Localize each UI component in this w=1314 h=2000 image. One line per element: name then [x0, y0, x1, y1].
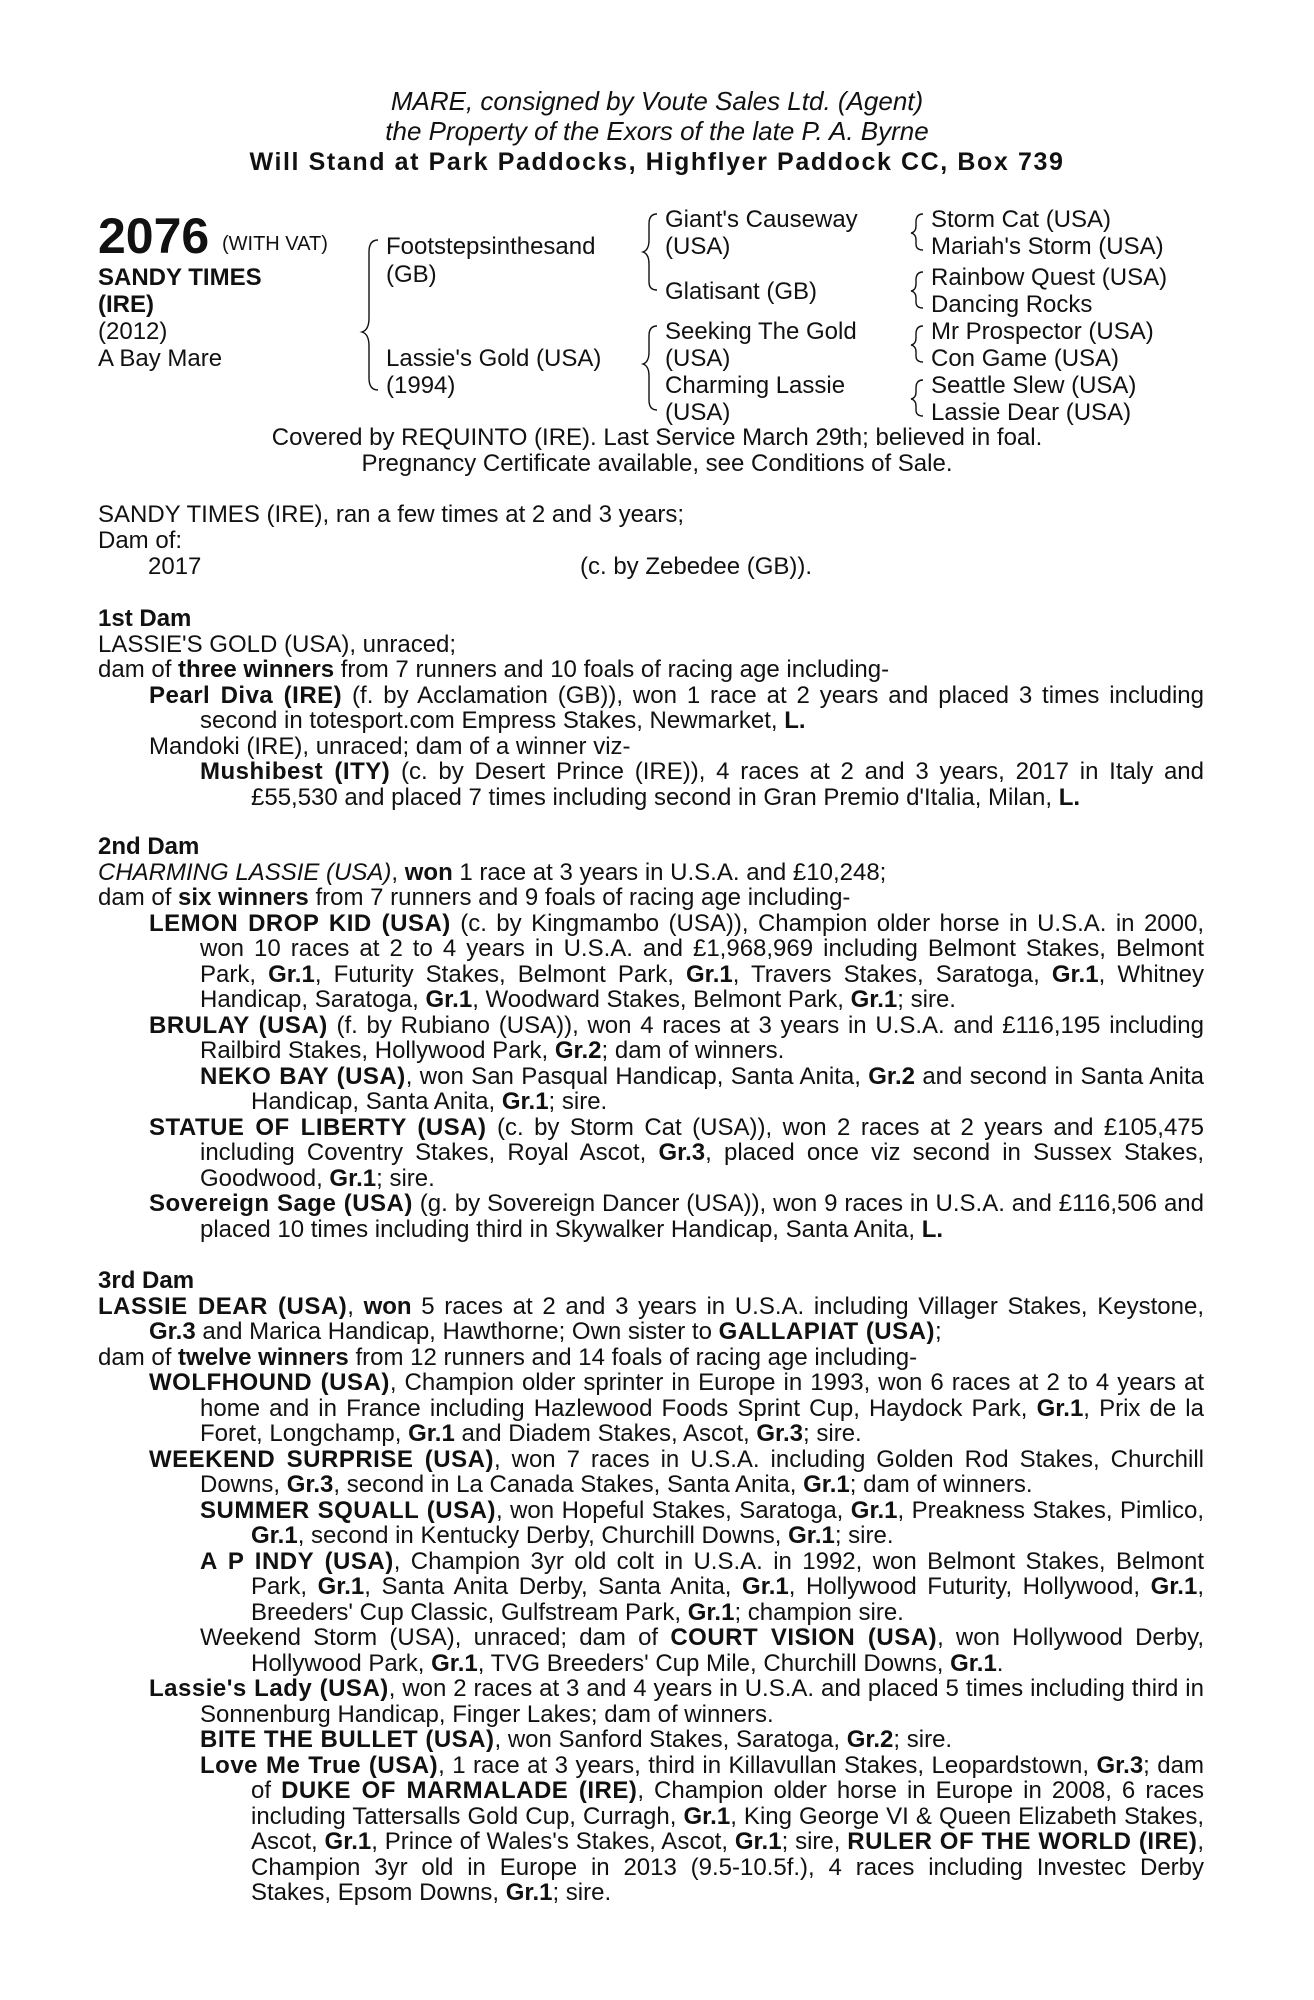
- bracket-dam-line: [643, 326, 657, 410]
- dam-year: (1994): [386, 372, 456, 399]
- sire-sire: Giant's Causeway: [665, 206, 858, 233]
- ancestor-8: Lassie Dear (USA): [931, 399, 1132, 426]
- third-dam-produce-line: dam of twelve winners from 12 runners and 14 foals of racing age including-: [98, 1343, 918, 1371]
- ancestor-5: Mr Prospector (USA): [931, 318, 1154, 345]
- second-dam-produce-line: dam of six winners from 7 runners and 9 foals of racing age including-: [98, 884, 851, 911]
- entry-weekend-storm: Weekend Storm (USA), unraced; dam of COURT VISION (USA), won Hollywood Derby, Hollywood Park, Gr.1, TVG Breeders' Cup Mile, Churchill Downs, Gr.1.: [200, 1624, 1205, 1677]
- ancestor-7: Seattle Slew (USA): [931, 372, 1137, 399]
- dam-sire: Seeking The Gold: [665, 318, 857, 345]
- bracket-g3-2: [911, 272, 923, 308]
- ancestor-3: Rainbow Quest (USA): [931, 264, 1168, 291]
- entry-neko-bay: NEKO BAY (USA), won San Pasqual Handicap, Santa Anita, Gr.2 and second in Santa Anita Handicap, Santa Anita, Gr.1; sire.: [200, 1062, 1204, 1115]
- entry-brulay: BRULAY (USA) (f. by Rubiano (USA)), won 4 races at 3 years in U.S.A. and £116,195 including Railbird Stakes, Hollywood Park, Gr.2; dam of winners.: [149, 1011, 1204, 1064]
- lot-number: 2076: [98, 208, 210, 264]
- ancestor-4: Dancing Rocks: [931, 291, 1093, 318]
- first-dam-line: LASSIE'S GOLD (USA), unraced;: [98, 630, 457, 658]
- third-dam-line: LASSIE DEAR (USA), won 5 races at 2 and 3 years in U.S.A. including Villager Stakes, Keystone, Gr.3 and Marica Handicap, Hawthorne; Own sister to GALLAPIAT (USA);: [98, 1292, 1204, 1345]
- bracket-g3-3: [911, 326, 923, 362]
- third-dam-section: [98, 1268, 1204, 1906]
- produce-intro: SANDY TIMES (IRE), ran a few times at 2 and 3 years;: [98, 501, 684, 528]
- entry-wolfhound: WOLFHOUND (USA), Champion older sprinter in Europe in 1993, won 6 races at 2 to 4 years at home and in France including Hazlewood Foods Sprint Cup, Haydock Park, Gr.1, Prix de la Foret, Longchamp, Gr.1 and Diadem Stakes, Ascot, Gr.3; sire.: [149, 1369, 1204, 1447]
- entry-sovereign-sage: Sovereign Sage (USA) (g. by Sovereign Dancer (USA)), won 9 races in U.S.A. and £116,506 and placed 10 times including third in Skywalker Handicap, Santa Anita, L.: [149, 1190, 1205, 1243]
- entry-mushibest: Mushibest (ITY) (c. by Desert Prince (IRE)), 4 races at 2 and 3 years, 2017 in Italy and £55,530 and placed 7 times including second in Gran Premio d'Italia, Milan, L.: [200, 758, 1204, 811]
- entry-pearl-diva: Pearl Diva (IRE) (f. by Acclamation (GB)), won 1 race at 2 years and placed 3 times including second in totesport.com Empress Stakes, Newmarket, L.: [149, 681, 1205, 734]
- stand-location-line: Will Stand at Park Paddocks, Highflyer Paddock CC, Box 739: [249, 148, 1065, 176]
- bracket-g3-4: [911, 380, 923, 416]
- bracket-sire-line: [643, 214, 657, 290]
- horse-description: A Bay Mare: [98, 345, 223, 372]
- sire-sire-origin: (USA): [665, 233, 731, 260]
- pregnancy-note: Pregnancy Certificate available, see Conditions of Sale.: [361, 450, 953, 477]
- first-dam-produce-line: dam of three winners from 7 runners and 10 foals of racing age including-: [98, 656, 890, 683]
- dam-name: Lassie's Gold (USA): [386, 345, 602, 372]
- entry-mandoki: Mandoki (IRE), unraced; dam of a winner viz-: [149, 732, 631, 760]
- first-dam-heading: 1st Dam: [98, 605, 192, 632]
- entry-lemon-drop-kid: LEMON DROP KID (USA) (c. by Kingmambo (USA)), Champion older horse in U.S.A. in 2000, won 10 races at 2 to 4 years in U.S.A. and £1,968,969 including Belmont Stakes, Belmont Park, Gr.1, Futurity Stakes, Belmont Park, Gr.1, Travers Stakes, Saratoga, Gr.1, Whitney Handicap, Saratoga, Gr.1, Woodward Stakes, Belmont Park, Gr.1; sire.: [149, 909, 1205, 1013]
- entry-statue-of-liberty: STATUE OF LIBERTY (USA) (c. by Storm Cat (USA)), won 2 races at 2 years and £105,475 including Coventry Stakes, Royal Ascot, Gr.3, placed once viz second in Sussex Stakes, Goodwood, Gr.1; sire.: [149, 1113, 1205, 1192]
- horse-name-line2: (IRE): [98, 291, 154, 318]
- consignor-line: MARE, consigned by Voute Sales Ltd. (Agent): [390, 86, 924, 116]
- sire-origin: (GB): [386, 261, 437, 288]
- dam-sire-origin: (USA): [665, 345, 731, 372]
- ancestor-2: Mariah's Storm (USA): [931, 233, 1164, 260]
- entry-a-p-indy: A P INDY (USA), Champion 3yr old colt in U.S.A. in 1992, won Belmont Stakes, Belmont Park, Gr.1, Santa Anita Derby, Santa Anita, Gr.1, Hollywood Futurity, Hollywood, Gr.1, Breeders' Cup Classic, Gulfstream Park, Gr.1; champion sire.: [200, 1547, 1204, 1626]
- foaling-year: (2012): [98, 318, 168, 345]
- bracket-col1: [362, 240, 378, 390]
- property-line: the Property of the Exors of the late P. A. Byrne: [385, 116, 929, 146]
- entry-bite-the-bullet: BITE THE BULLET (USA), won Sanford Stakes, Saratoga, Gr.2; sire.: [200, 1726, 953, 1753]
- horse-name-line1: SANDY TIMES: [98, 264, 262, 291]
- sire-dam: Glatisant (GB): [665, 278, 818, 305]
- covering-note: Covered by REQUINTO (IRE). Last Service March 29th; believed in foal.: [271, 424, 1043, 451]
- produce-year: 2017: [148, 553, 202, 580]
- second-dam-section: [98, 834, 1204, 1242]
- dam-dam: Charming Lassie: [665, 372, 846, 399]
- vat-note: (WITH VAT): [222, 233, 328, 255]
- entry-lassies-lady: Lassie's Lady (USA), won 2 races at 3 and 4 years in U.S.A. and placed 5 times including third in Sonnenburg Handicap, Finger Lakes; dam of winners.: [149, 1675, 1204, 1728]
- produce-detail: (c. by Zebedee (GB)).: [580, 553, 813, 580]
- ancestor-6: Con Game (USA): [931, 345, 1120, 372]
- second-dam-heading: 2nd Dam: [98, 833, 200, 860]
- third-dam-heading: 3rd Dam: [98, 1267, 195, 1294]
- entry-weekend-surprise: WEEKEND SURPRISE (USA), won 7 races in U.S.A. including Golden Rod Stakes, Churchill Downs, Gr.3, second in La Canada Stakes, Santa Anita, Gr.1; dam of winners.: [149, 1445, 1204, 1498]
- dam-of-label: Dam of:: [98, 527, 183, 554]
- dam-dam-origin: (USA): [665, 399, 731, 426]
- entry-summer-squall: SUMMER SQUALL (USA), won Hopeful Stakes, Saratoga, Gr.1, Preakness Stakes, Pimlico, Gr.1, second in Kentucky Derby, Churchill Downs, Gr.1; sire.: [200, 1496, 1204, 1549]
- second-dam-line: CHARMING LASSIE (USA), won 1 race at 3 years in U.S.A. and £10,248;: [98, 858, 887, 886]
- sire-name: Footstepsinthesand: [386, 233, 596, 260]
- entry-love-me-true: Love Me True (USA), 1 race at 3 years, third in Killavullan Stakes, Leopardstown, Gr.3; dam of DUKE OF MARMALADE (IRE), Champion older horse in Europe in 2008, 6 races including Tattersalls Gold Cup, Curragh, Gr.1, King George VI & Queen Elizabeth Stakes, Ascot, Gr.1, Prince of Wales's Stakes, Ascot, Gr.1; sire, RULER OF THE WORLD (IRE), Champion 3yr old in Europe in 2013 (9.5-10.5f.), 4 races including Investec Derby Stakes, Epsom Downs, Gr.1; sire.: [200, 1751, 1205, 1906]
- ancestor-1: Storm Cat (USA): [931, 206, 1112, 233]
- bracket-g3-1: [911, 214, 923, 250]
- first-dam-section: [98, 606, 1204, 810]
